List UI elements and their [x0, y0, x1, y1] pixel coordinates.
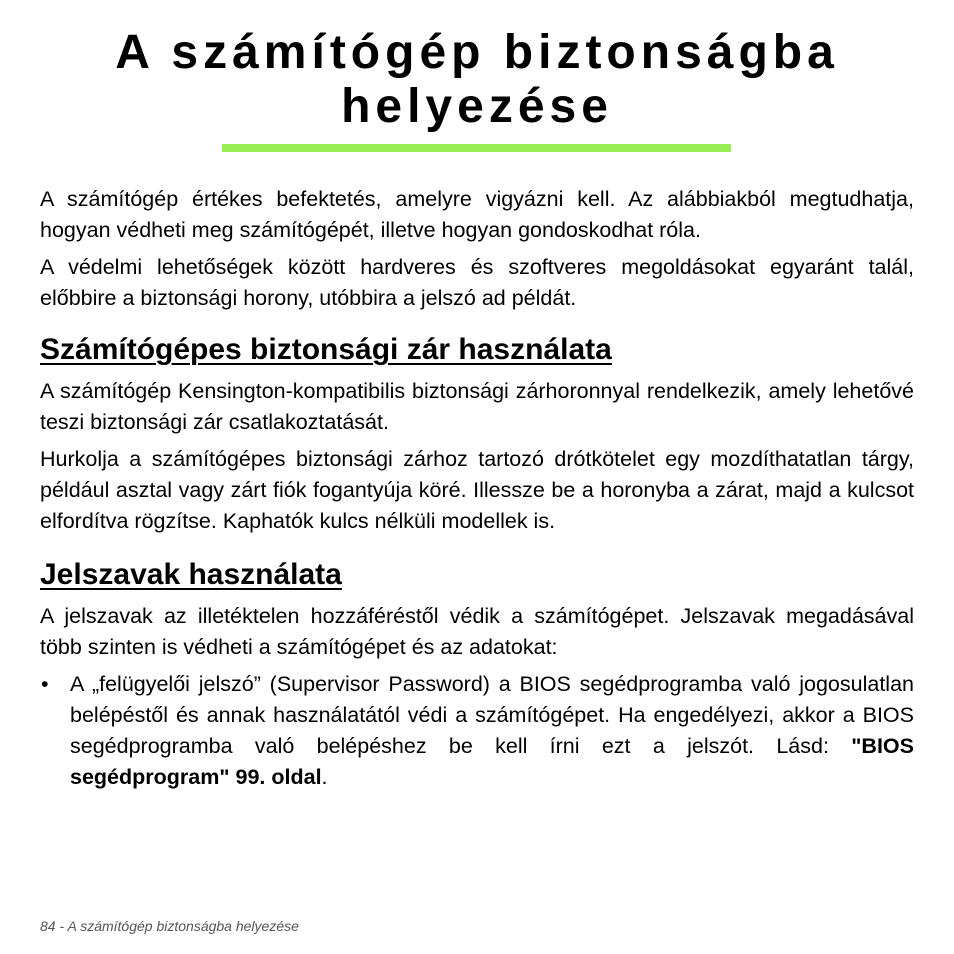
bullet-text: A „felügyelői jelszó” (Supervisor Password) a BIOS segédprogramba való jogosulatlan belépéstől és annak használatától védi a számítógépet. Ha engedélyezi, akkor a BIOS segédprogramba való belépéshez be kell írni ezt a jelszót. Lásd:: [70, 672, 914, 758]
lock-paragraph-1: A számítógép Kensington-kompatibilis biztonsági zárhoronnyal rendelkezik, amely lehetővé teszi biztonsági zár csatlakoztatását.: [40, 379, 914, 434]
section-heading-passwords: Jelszavak használata: [40, 558, 342, 591]
intro-paragraph-2: A védelmi lehetőségek között hardveres és szoftveres megoldásokat egyaránt talál, előbbire a biztonsági horony, utóbbira a jelszó ad példát.: [40, 255, 914, 310]
intro-paragraph-1: A számítógép értékes befektetés, amelyre vigyázni kell. Az alábbiakból megtudhatja, hogyan védheti meg számítógépét, illetve hogyan gondoskodhat róla.: [40, 187, 914, 242]
page-title-line-1: A számítógép biztonságba: [115, 26, 839, 79]
bios-reference-link[interactable]: "BIOS segédprogram" 99. oldal: [70, 734, 914, 789]
password-bullet-list: [40, 669, 914, 793]
lock-paragraph-2: Hurkolja a számítógépes biztonsági zárhoz tartozó drótkötelet egy mozdíthatatlan tárgy, például asztal vagy zárt fiók fogantyúja köré. Illessze be a horonyba a zárat, majd a kulcsot elfordítva rögzítse. Kaphatók kulcs nélküli modellek is.: [40, 447, 914, 533]
page-footer: 84 - A számítógép biztonságba helyezése: [40, 918, 299, 934]
page-content: [40, 184, 914, 793]
bullet-text-end: .: [321, 765, 328, 789]
section-heading-lock: Számítógépes biztonsági zár használata: [40, 333, 612, 366]
bullet-icon: •: [41, 672, 49, 696]
page-title-line-2: helyezése: [341, 80, 613, 133]
title-underline-bar: [222, 144, 731, 152]
passwords-paragraph-1: A jelszavak az illetéktelen hozzáféréstől védik a számítógépet. Jelszavak megadásával több szinten is védheti a számítógépet és az adatokat:: [40, 604, 914, 659]
list-item: [40, 669, 914, 793]
page-title: [0, 26, 954, 134]
